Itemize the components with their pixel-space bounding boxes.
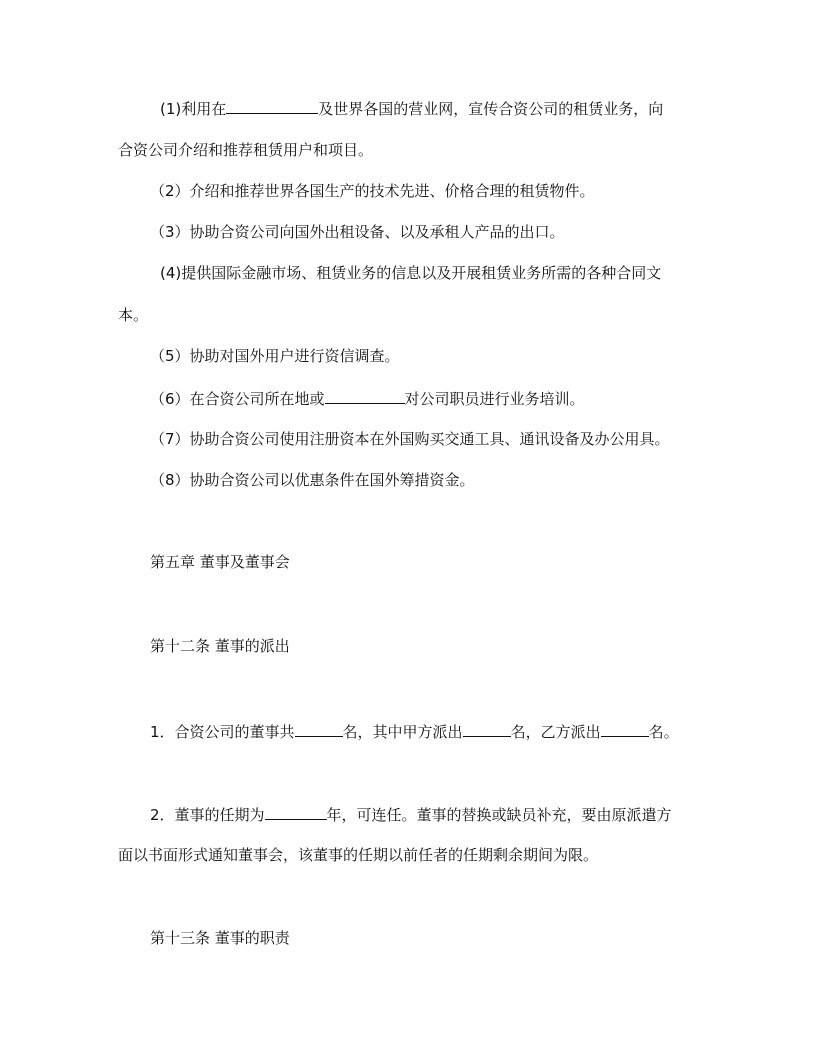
item-8: （8）协助合资公司以优惠条件在国外筹措资金。 [150,471,475,489]
item-7: （7）协助合资公司使用注册资本在外国购买交通工具、通讯设备及办公用具。 [150,430,670,448]
item-1-line-1 [160,97,663,119]
blank-field [226,97,318,114]
clause-1 [150,720,679,742]
article-13-heading: 第十三条 董事的职责 [150,929,290,947]
item-5: （5）协助对国外用户进行资信调查。 [150,347,400,365]
clause-2-text-b: 年，可连任。董事的替换或缺员补充，要由原派遣方 [326,806,672,824]
blank-field [325,387,405,404]
item-1-text-a: (1)利用在 [160,100,227,118]
clause-2-text-a: 2．董事的任期为 [150,806,265,824]
clause-1-text-b: 名，其中甲方派出 [342,723,463,741]
item-4-line-2: 本。 [118,306,149,324]
item-2: （2）介绍和推荐世界各国生产的技术先进、价格合理的租赁物件。 [150,182,595,200]
item-6-text-b: 对公司职员进行业务培训。 [404,390,585,408]
chapter-heading: 第五章 董事及董事会 [150,553,290,571]
item-6 [150,387,585,409]
blank-field [265,803,327,820]
item-4-line-1: (4)提供国际金融市场、租赁业务的信息以及开展租赁业务所需的各种合同文 [160,264,662,282]
blank-field [463,720,511,737]
item-3: （3）协助合资公司向国外出租设备、以及承租人产品的出口。 [150,223,565,241]
clause-1-text-d: 名。 [648,723,679,741]
blank-field [601,720,649,737]
clause-2-line-1 [150,803,672,825]
article-12-heading: 第十二条 董事的派出 [150,637,290,655]
clause-1-text-c: 名，乙方派出 [510,723,601,741]
item-1-text-b: 及世界各国的营业网，宣传合资公司的租赁业务，向 [318,100,664,118]
item-1-line-2: 合资公司介绍和推荐租赁用户和项目。 [118,141,374,159]
clause-2-line-2: 面以书面形式通知董事会，该董事的任期以前任者的任期剩余期间为限。 [118,846,599,864]
clause-1-text-a: 1．合资公司的董事共 [150,723,295,741]
blank-field [295,720,343,737]
item-6-text-a: （6）在合资公司所在地或 [150,390,325,408]
